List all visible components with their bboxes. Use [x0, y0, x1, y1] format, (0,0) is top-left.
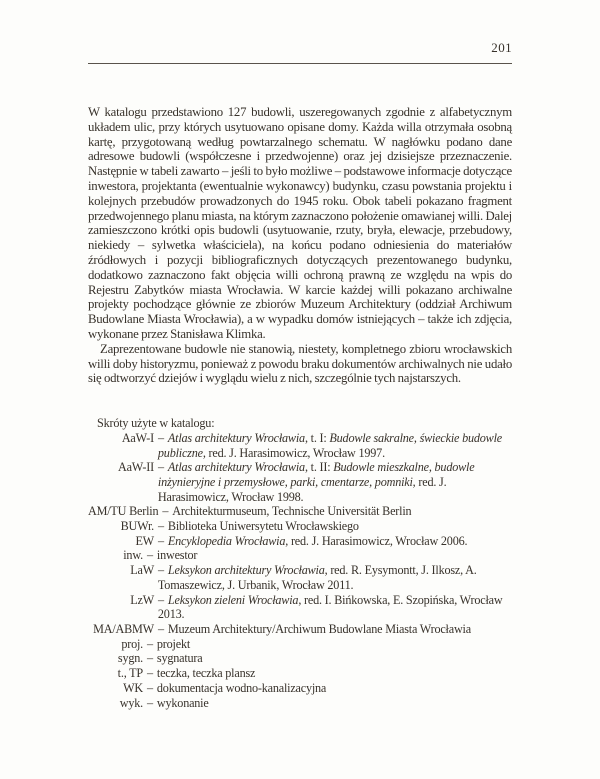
- dash-separator: –: [158, 460, 164, 475]
- dash-separator: –: [162, 504, 169, 519]
- dash-separator: –: [147, 680, 153, 695]
- abbreviation-term: MA/ABMW: [93, 621, 154, 636]
- abbreviation-term: LaW: [130, 563, 154, 578]
- abbreviation-row: [88, 681, 512, 696]
- abbreviation-term: wyk.: [119, 695, 143, 710]
- abbreviation-row: [88, 622, 512, 637]
- abbreviation-description: Leksykon architektury Wrocławia, red. R. Eysymontt, J. Ilkosz, A. Tomaszewicz, J. Urbanik, Wrocław 2011.: [157, 563, 477, 592]
- abbreviation-description: Muzeum Architektury/Archiwum Budowlane Miasta Wrocławia: [167, 621, 471, 636]
- dash-separator: –: [147, 666, 153, 681]
- abbreviation-row: [88, 534, 512, 549]
- abbreviation-description: Leksykon zieleni Wrocławia, red. I. Bińkowska, E. Szopińska, Wrocław 2013.: [157, 592, 503, 622]
- abbreviation-row: [88, 593, 512, 622]
- abbreviation-row: [88, 519, 512, 534]
- abbreviation-description: sygnatura: [156, 651, 203, 666]
- abbreviation-term: AaW-I: [121, 430, 154, 445]
- abbreviation-description: Atlas architektury Wrocławia, t. II: Budowle mieszkalne, budowle inżynieryjne i przemysłowe, parki, cmentarze, pomniki, red. J. Harasimowicz, Wrocław 1998.: [157, 460, 475, 504]
- abbreviation-term: WK: [123, 680, 143, 695]
- header-rule: [88, 63, 512, 64]
- abbreviation-row: [88, 504, 512, 519]
- dash-separator: –: [147, 695, 153, 710]
- abbreviation-description: projekt: [156, 636, 191, 651]
- abbreviation-description: wykonanie: [156, 695, 209, 710]
- abbreviation-list: [88, 431, 512, 710]
- abbreviations-heading: Skróty użyte w katalogu:: [97, 416, 215, 431]
- abbreviation-row: [88, 431, 512, 460]
- abbreviation-description: teczka, teczka plansz: [156, 666, 256, 681]
- abbreviations-section: [88, 416, 512, 710]
- abbreviation-description: Biblioteka Uniwersytetu Wrocławskiego: [167, 519, 359, 534]
- abbreviation-row: [88, 637, 512, 652]
- dash-separator: –: [158, 533, 164, 548]
- abbreviation-term: sygn.: [117, 651, 143, 666]
- abbreviation-description: dokumentacja wodno-kanalizacyjna: [156, 680, 327, 695]
- abbreviation-description: Encyklopedia Wrocławia, red. J. Harasimowicz, Wrocław 2006.: [167, 533, 468, 548]
- abbreviation-row: [88, 460, 512, 504]
- dash-separator: –: [158, 563, 164, 578]
- abbreviation-description: Architekturmuseum, Technische Universität Berlin: [172, 504, 412, 519]
- dash-separator: –: [158, 621, 164, 636]
- abbreviation-description: inwestor: [156, 548, 198, 563]
- abbreviation-row: [88, 548, 512, 563]
- abbreviation-row: [88, 651, 512, 666]
- abbreviation-term: LzW: [130, 592, 154, 607]
- page-number: 201: [491, 40, 512, 55]
- dash-separator: –: [158, 519, 164, 534]
- abbreviation-row: [88, 696, 512, 711]
- dash-separator: –: [158, 592, 164, 607]
- paragraph-2: Zaprezentowane budowle nie stanowią, niestety, kompletnego zbioru wrocławskich willi doby historyzmu, ponieważ z powodu braku dokumentów archiwalnych nie udało się odtworzyć dziejów i wyglądu wielu z nich, szczególnie tych najstarszych.: [88, 341, 512, 386]
- dash-separator: –: [158, 430, 164, 445]
- abbreviation-term: proj.: [121, 636, 143, 651]
- dash-separator: –: [147, 636, 153, 651]
- abbreviation-description: Atlas architektury Wrocławia, t. I: Budowle sakralne, świeckie budowle publiczne, red. J. Harasimowicz, Wrocław 1997.: [157, 430, 502, 460]
- abbreviation-term: t., TP: [117, 666, 143, 681]
- paragraph-1: W katalogu przedstawiono 127 budowli, uszeregowanych zgodnie z alfabetycznym układem ulic, przy których usytuowano opisane domy. Każda willa otrzymała osobną kartę, przygotowaną według powtarzalnego schematu. W nagłówku podano dane adresowe budowli (współczesne i przedwojenne) oraz jej dzisiejsze przeznaczenie. Następnie w tabeli zawarto – jeśli to było możliwe – podstawowe informacje dotyczące inwestora, projektanta (ewentualnie wykonawcy) budynku, czasu powstania projektu i kolejnych przebudów prowadzonych do 1945 roku. Obok tabeli pokazano fragment przedwojennego planu miasta, na którym zaznaczono położenie omawianej willi. Dalej zamieszczono krótki opis budowli (usytuowanie, rzuty, bryła, elewacje, przebudowy, niekiedy – sylwetka właściciela), na końcu podano odniesienia do materiałów źródłowych i pozycji bibliograficznych dotyczących prezentowanego budynku, dodatkowo zaznaczono fakt objęcia willi ochroną prawną ze względu na wpis do Rejestru Zabytków miasta Wrocławia. W karcie każdej willi pokazano archiwalne projekty pochodzące głównie ze zbiorów Muzeum Architektury (oddział Archiwum Budowlane Miasta Wrocławia), a w wypadku domów istniejących – także ich zdjęcia, wykonane przez Stanisława Klimka.: [88, 105, 512, 341]
- abbreviation-row: [88, 563, 512, 592]
- abbreviation-term: inw.: [123, 548, 143, 563]
- abbreviation-term: AM/TU Berlin: [88, 504, 159, 519]
- abbreviation-term: BUWr.: [120, 519, 154, 534]
- dash-separator: –: [147, 548, 153, 563]
- abbreviation-term: AaW-II: [117, 460, 154, 475]
- abbreviation-row: [88, 666, 512, 681]
- body-paragraphs: [88, 105, 512, 386]
- abbreviation-term: EW: [135, 533, 154, 548]
- dash-separator: –: [147, 651, 153, 666]
